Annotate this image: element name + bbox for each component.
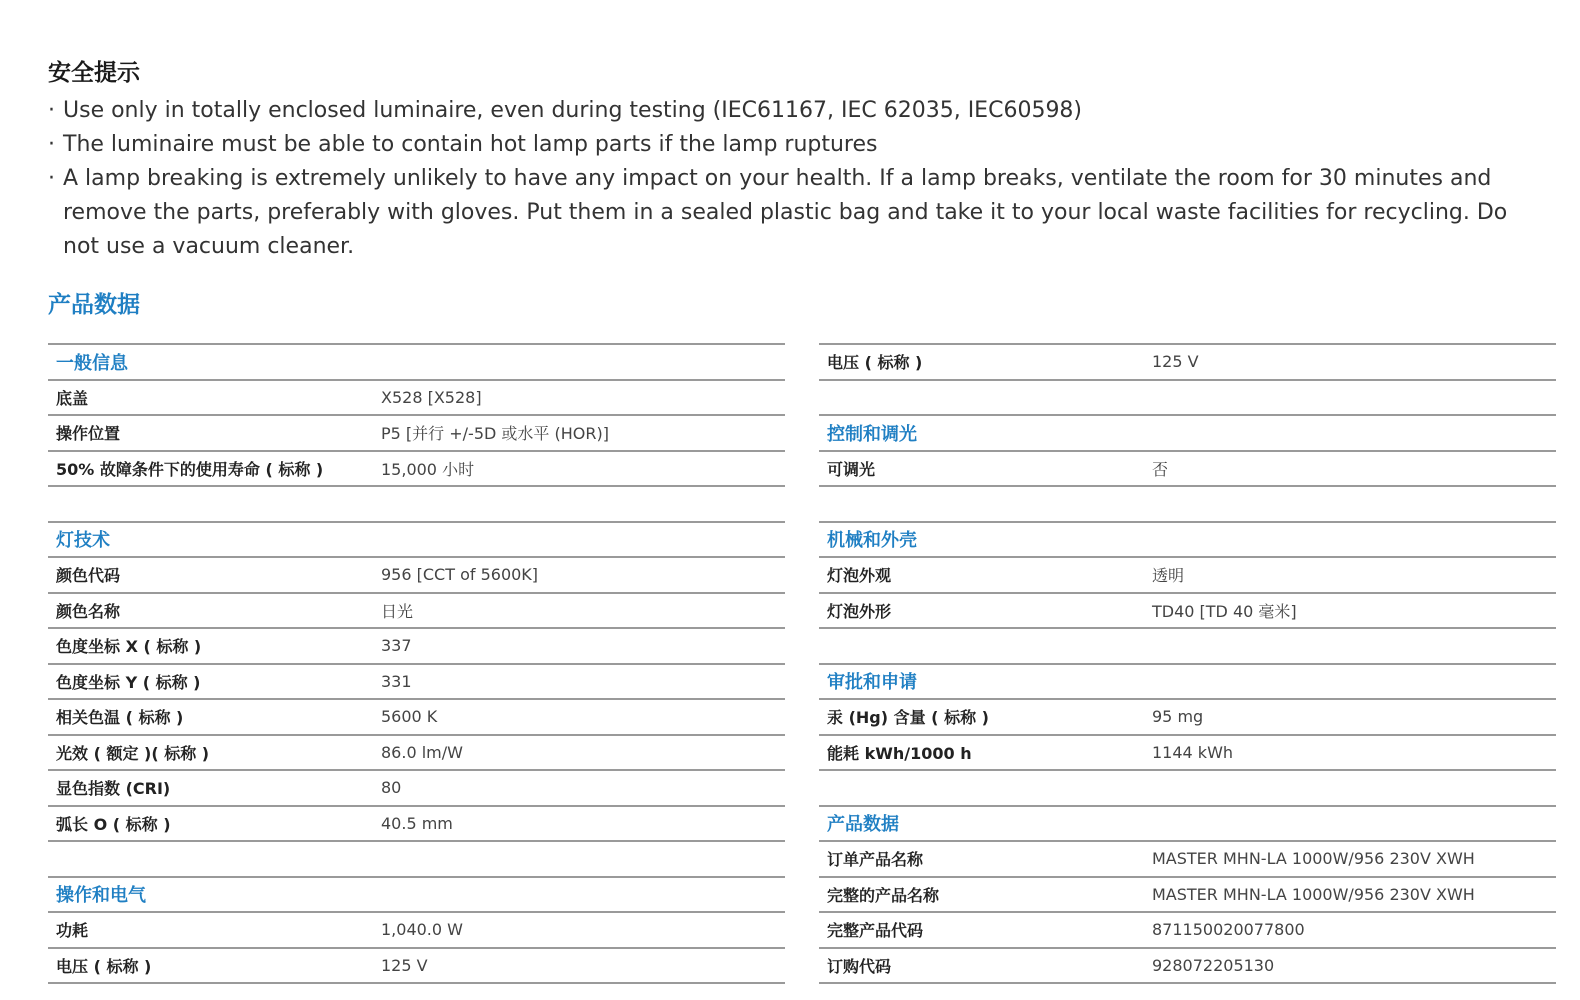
spec-label: 机械和外壳: [827, 530, 917, 552]
spec-row: [48, 663, 785, 699]
spec-section-header: [819, 805, 1556, 841]
spec-label: 汞 (Hg) 含量 ( 标称 ): [827, 708, 989, 728]
spec-row: [48, 947, 785, 985]
spec-row: [48, 627, 785, 663]
spec-label: 灯泡外观: [827, 566, 892, 586]
spec-label: 能耗 kWh/1000 h: [827, 743, 972, 763]
spec-row: [48, 805, 785, 841]
safety-title: 安全提示: [48, 60, 140, 86]
spec-label: 订购代码: [827, 956, 892, 976]
spec-label: 灯泡外形: [827, 601, 892, 621]
spec-value: 80: [381, 778, 402, 798]
spec-value: 337: [381, 636, 412, 656]
spec-label: 完整产品代码: [827, 921, 924, 941]
safety-notes: [48, 58, 1548, 264]
spec-spacer-row: [819, 627, 1556, 663]
product-data-title: 产品数据: [48, 292, 140, 318]
spec-section-header: [48, 343, 785, 379]
spec-label: 弧长 O ( 标称 ): [56, 814, 171, 834]
spec-label: 可调光: [827, 459, 876, 479]
spec-label: 颜色代码: [56, 566, 121, 586]
spec-label: 颜色名称: [56, 601, 121, 621]
bullet-icon: ·: [48, 98, 55, 123]
spec-value: MASTER MHN-LA 1000W/956 230V XWH: [1152, 884, 1475, 904]
spec-row: [819, 556, 1556, 592]
spec-section-header: [48, 876, 785, 912]
spec-value: 95 mg: [1152, 707, 1204, 727]
spec-spacer-row: [819, 769, 1556, 805]
spec-section-header: [819, 663, 1556, 699]
spec-label: 色度坐标 Y ( 标称 ): [56, 672, 201, 692]
spec-spacer-row: [819, 379, 1556, 415]
spec-table-right: [819, 343, 1556, 984]
spec-value: 否: [1152, 459, 1169, 479]
spec-label: 完整的产品名称: [827, 885, 940, 905]
spec-section-header: [819, 521, 1556, 557]
spec-row: [819, 911, 1556, 947]
spec-row: [819, 592, 1556, 628]
spec-table-left: [48, 343, 785, 984]
spec-value: 125 V: [1152, 352, 1199, 372]
spec-label: 50% 故障条件下的使用寿命 ( 标称 ): [56, 459, 324, 479]
spec-value: 871150020077800: [1152, 920, 1305, 940]
spec-section-header: [819, 414, 1556, 450]
spec-value: MASTER MHN-LA 1000W/956 230V XWH: [1152, 849, 1475, 869]
spec-row: [48, 769, 785, 805]
spec-value: 331: [381, 671, 412, 691]
spec-label: 色度坐标 X ( 标称 ): [56, 637, 202, 657]
spec-label: 电压 ( 标称 ): [827, 353, 923, 373]
spec-spacer-row: [48, 485, 785, 521]
spec-value: 928072205130: [1152, 955, 1275, 975]
spec-value: TD40 [TD 40 毫米]: [1152, 601, 1297, 621]
spec-row: [48, 592, 785, 628]
spec-row: [48, 734, 785, 770]
spec-label: 操作和电气: [56, 885, 146, 907]
safety-item: · A lamp breaking is extremely unlikely to have any impact on your health. If a lamp breaks, ventilate the room for 30 minutes and remove the parts, preferably with gloves. Put them in a sealed plastic bag and take it to your local waste facilities for recycling. Do not use a vacuum cleaner.: [48, 162, 1548, 264]
spec-label: 相关色温 ( 标称 ): [56, 708, 184, 728]
safety-item: · Use only in totally enclosed luminaire, even during testing (IEC61167, IEC 62035, IEC60598): [48, 94, 1548, 128]
spec-value: 956 [CCT of 5600K]: [381, 565, 539, 585]
spec-row: [48, 556, 785, 592]
spec-value: X528 [X528]: [381, 387, 482, 407]
spec-label: 电压 ( 标称 ): [56, 956, 152, 976]
spec-label: 操作位置: [56, 424, 121, 444]
spec-row: [819, 343, 1556, 379]
spec-row: [48, 379, 785, 415]
safety-item: · The luminaire must be able to contain hot lamp parts if the lamp ruptures: [48, 128, 1548, 162]
spec-section-header: [48, 521, 785, 557]
spec-label: 审批和申请: [827, 672, 917, 694]
spec-row: [48, 698, 785, 734]
spec-value: 1144 kWh: [1152, 742, 1234, 762]
spec-value: 日光: [381, 601, 414, 621]
spec-value: 透明: [1152, 566, 1185, 586]
spec-value: 1,040.0 W: [381, 920, 463, 940]
spec-row: [819, 876, 1556, 912]
spec-value: 125 V: [381, 955, 428, 975]
spec-spacer-row: [819, 485, 1556, 521]
spec-label: 控制和调光: [827, 423, 917, 445]
spec-label: 底盖: [56, 388, 89, 408]
spec-row: [819, 734, 1556, 770]
spec-spacer-row: [48, 840, 785, 876]
spec-value: 40.5 mm: [381, 813, 453, 833]
spec-label: 光效 ( 额定 )( 标称 ): [56, 743, 210, 763]
spec-label: 灯技术: [56, 530, 110, 552]
spec-row: [819, 450, 1556, 486]
spec-row: [819, 840, 1556, 876]
spec-row: [48, 450, 785, 486]
spec-value: 5600 K: [381, 707, 438, 727]
spec-row: [48, 414, 785, 450]
spec-label: 订单产品名称: [827, 850, 924, 870]
safety-list: [48, 94, 1548, 264]
spec-label: 功耗: [56, 921, 89, 941]
bullet-icon: ·: [48, 132, 55, 157]
spec-value: 15,000 小时: [381, 459, 475, 479]
spec-row: [48, 911, 785, 947]
spec-label: 产品数据: [827, 814, 899, 836]
spec-value: 86.0 lm/W: [381, 742, 463, 762]
spec-row: [819, 698, 1556, 734]
spec-value: P5 [并行 +/-5D 或水平 (HOR)]: [381, 424, 609, 444]
spec-label: 显色指数 (CRI): [56, 779, 171, 799]
bullet-icon: ·: [48, 166, 55, 191]
spec-row: [819, 947, 1556, 985]
spec-label: 一般信息: [56, 352, 128, 374]
